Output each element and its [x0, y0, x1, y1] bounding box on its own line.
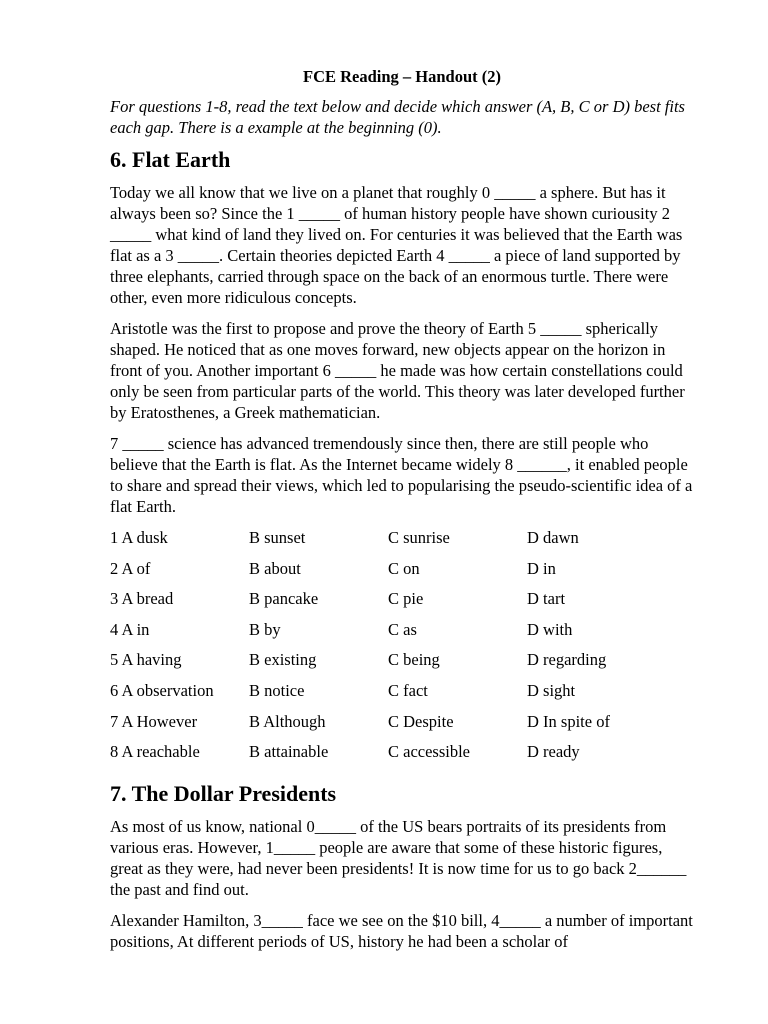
option-cell: 7 A However — [110, 711, 198, 731]
option-cell: D with — [527, 619, 573, 639]
option-cell: B attainable — [249, 742, 329, 762]
paragraph: Today we all know that we live on a planet that roughly 0 _____ a sphere. But has it always been so? Since the 1 _____ of human history people have shown curiousity 2 _____ what kind of land they lived on. For centuries it was believed that the Earth was flat as a 3 _____. Certain theories depicted Earth 4 _____ a piece of land supported by three elephants, carried through space on the back of an enormous turtle. There were other, even more ridiculous concepts. — [110, 183, 683, 307]
option-cell: 5 A having — [110, 650, 182, 670]
option-cell: C accessible — [388, 742, 471, 762]
option-cell: B existing — [249, 650, 317, 670]
option-cell: D dawn — [527, 528, 579, 547]
paragraph: Alexander Hamilton, 3_____ face we see on the $10 bill, 4_____ a number of important positions, At different periods of US, history he had been a scholar of — [110, 910, 693, 951]
option-row — [110, 741, 694, 772]
option-cell: 2 A of — [110, 558, 151, 578]
option-row — [110, 588, 694, 619]
option-cell: C sunrise — [388, 528, 450, 547]
option-cell: 4 A in — [110, 619, 150, 639]
option-cell: C Despite — [388, 711, 454, 731]
option-row — [110, 527, 694, 558]
option-cell: C being — [388, 650, 440, 670]
option-row — [110, 680, 694, 711]
document-title: FCE Reading – Handout (2) — [302, 67, 502, 86]
option-cell: 3 A bread — [110, 589, 174, 609]
option-cell: D ready — [527, 742, 580, 762]
option-cell: C fact — [388, 680, 428, 700]
section-heading-flat-earth: 6. Flat Earth — [110, 147, 231, 172]
option-cell: B pancake — [249, 589, 319, 609]
option-cell: 8 A reachable — [110, 742, 200, 762]
paragraph: 7 _____ science has advanced tremendously since then, there are still people who believe that the Earth is flat. As the Internet became widely 8 ______, it enabled people to share and spread their views, which led to popularising the pseudo-scientific idea of a flat Earth. — [110, 434, 693, 516]
option-cell: C as — [388, 619, 417, 639]
paragraph: As most of us know, national 0_____ of the US bears portraits of its presidents from various eras. However, 1_____ people are aware that some of these historic figures, great as they were, had never been presidents! It is now time for us to go back 2______ the past and find out. — [110, 816, 687, 899]
answer-options-table — [110, 527, 694, 772]
option-row — [110, 619, 694, 650]
handout-page — [110, 66, 694, 962]
option-cell: 1 A dusk — [110, 528, 168, 547]
option-cell: B sunset — [249, 528, 306, 547]
option-cell: B about — [249, 558, 301, 578]
option-cell: B by — [249, 619, 281, 639]
option-cell: B notice — [249, 680, 305, 700]
option-cell: D tart — [527, 589, 566, 609]
option-cell: C pie — [388, 589, 424, 609]
instructions-text: For questions 1-8, read the text below and decide which answer (A, B, C or D) best fits each gap. There is a example at the beginning (0). — [110, 97, 685, 137]
paragraph: Aristotle was the first to propose and prove the theory of Earth 5 _____ spherically shaped. He noticed that as one moves forward, new objects appear on the horizon in front of you. Another important 6 _____ he made was how certain constellations could only be seen from particular parts of the world. This theory was later developed further by Eratosthenes, a Greek mathematician. — [110, 319, 685, 422]
option-cell: D sight — [527, 680, 576, 700]
option-cell: C on — [388, 558, 420, 578]
option-row — [110, 558, 694, 589]
option-cell: D In spite of — [527, 711, 610, 731]
section-heading-dollar-presidents: 7. The Dollar Presidents — [110, 780, 337, 806]
option-row — [110, 649, 694, 680]
option-cell: 6 A observation — [110, 680, 214, 700]
option-cell: D in — [527, 558, 556, 578]
option-cell: B Although — [249, 711, 326, 731]
option-cell: D regarding — [527, 650, 607, 670]
option-row — [110, 711, 694, 742]
